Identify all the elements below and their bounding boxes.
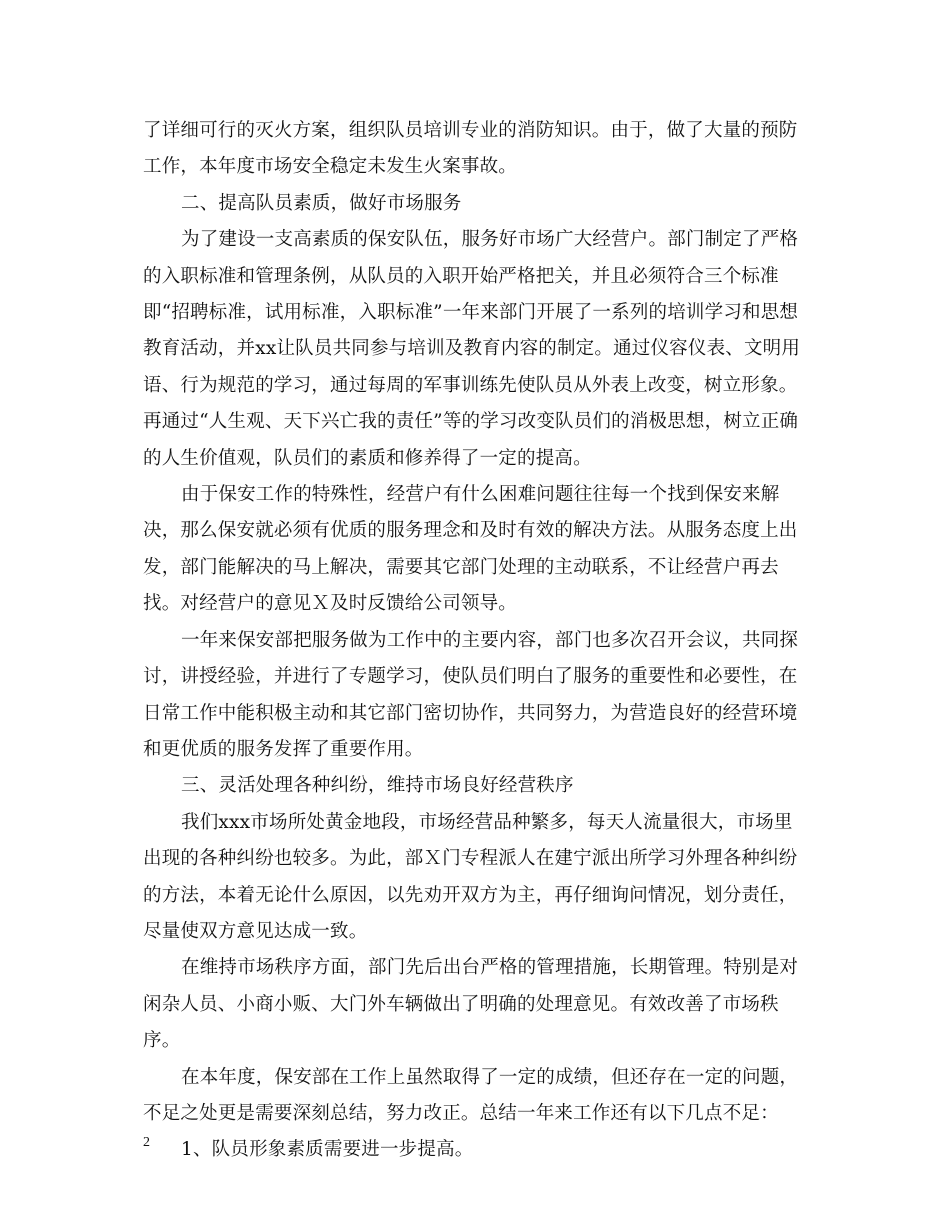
paragraph: 为了建设一支高素质的保安队伍，服务好市场广大经营户。部门制定了严格的入职标准和管理条例，从队员的入职开始严格把关，并且必须符合三个标准即“招聘标准，试用标准，入职标准”一年来部门开展了一系列的培训学习和思想教育活动，并xx让队员共同参与培训及教育内容的制定。通过仪容仪表、文明用语、行为规范的学习，通过每周的军事训练先使队员从外表上改变，树立形象。再通过“人生观、天下兴亡我的责任”等的学习改变队员们的消极思想，树立正确的人生价值观，队员们的素质和修养得了一定的提高。 <box>143 229 801 469</box>
section-heading: 三、灵活处理各种纠纷，维持市场良好经营秩序 <box>181 775 574 797</box>
list-item: 1、队员形象素质需要进一步提高。 <box>181 1139 474 1161</box>
paragraph: 一年来保安部把服务做为工作中的主要内容，部门也多次召开会议，共同探讨，讲授经验，并进行了专题学习，使队员们明白了服务的重要性和必要性，在日常工作中能积极主动和其它部门密切协作，共同努力，为营造良好的经营环境和更优质的服务发挥了重要作用。 <box>143 629 799 760</box>
paragraph: 由于保安工作的特殊性，经营户有什么困难问题往往每一个找到保安来解决，那么保安就必须有优质的服务理念和及时有效的解决方法。从服务态度上出发，部门能解决的马上解决，需要其它部门处理的主动联系，不让经营户再去找。对经营户的意见Ｘ及时反馈给公司领导。 <box>143 484 798 615</box>
paragraph: 在本年度，保安部在工作上虽然取得了一定的成绩，但还存在一定的问题，不足之处更是需要深刻总结，努力改正。总结一年来工作还有以下几点不足： <box>143 1066 799 1124</box>
paragraph: 在维持市场秩序方面，部门先后出台严格的管理措施，长期管理。特别是对闲杂人员、小商小贩、大门外车辆做出了明确的处理意见。有效改善了市场秩序。 <box>143 957 799 1052</box>
section-heading: 二、提高队员素质，做好市场服务 <box>181 192 462 214</box>
document-body <box>143 113 809 1169</box>
page-number: 2 <box>143 1135 150 1150</box>
paragraph: 了详细可行的灭火方案，组织队员培训专业的消防知识。由于，做了大量的预防工作，本年度市场安全稳定未发生火案事故。 <box>143 120 798 178</box>
paragraph: 我们xxx市场所处黄金地段，市场经营品种繁多，每天人流量很大，市场里出现的各种纠纷也较多。为此，部Ｘ门专程派人在建宁派出所学习外理各种纠纷的方法，本着无论什么原因，以先劝开双方为主，再仔细询问情况，划分责任，尽量使双方意见达成一致。 <box>143 811 798 942</box>
